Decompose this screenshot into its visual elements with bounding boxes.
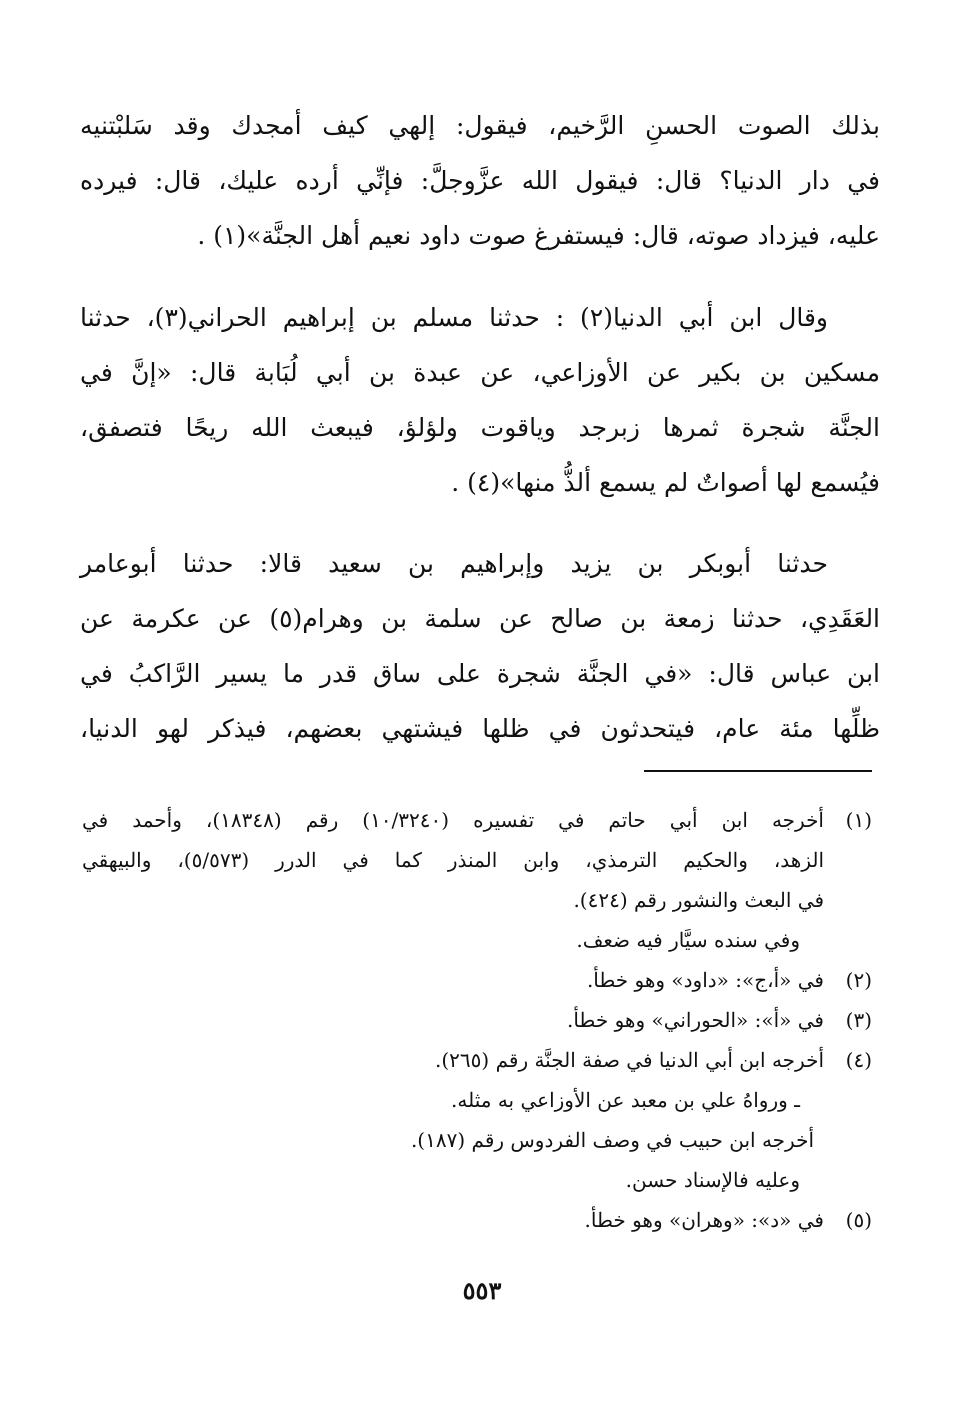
footnote-number: (٥): [845, 1208, 872, 1232]
footnote-line: في «أ،ج»: «داود» وهو خطأ.: [586, 968, 824, 992]
footnote-separator: [644, 770, 872, 772]
footnote-1: [82, 800, 872, 960]
text-line: بذلك الصوت الحسنِ الرَّخيم، فيقول: إلهي كيف أمجدك وقد سَلبْتنيه: [80, 111, 880, 140]
footnote-3: [82, 1000, 872, 1040]
footnote-line: وفي سنده سيَّار فيه ضعف.: [576, 928, 800, 952]
text-line: فيُسمع لها أصواتٌ لم يسمع ألذُّ منها»(٤) .: [451, 468, 880, 497]
footnote-line: ـ ورواهُ علي بن معبد عن الأوزاعي به مثله.: [451, 1088, 800, 1112]
text-line: العَقَدِي، حدثنا زمعة بن صالح عن سلمة بن وهرام(٥) عن عكرمة عن: [80, 604, 881, 633]
footnote-4: [82, 1040, 872, 1200]
footnote-line: أخرجه ابن أبي الدنيا في صفة الجنَّة رقم (٢٦٥).: [435, 1048, 824, 1072]
footnotes: [82, 800, 872, 1240]
text-line: وقال ابن أبي الدنيا(٢) : حدثنا مسلم بن إبراهيم الحراني(٣)، حدثنا: [80, 303, 828, 332]
footnote-line: أخرجه ابن حبيب في وصف الفردوس رقم (١٨٧).: [410, 1128, 814, 1152]
footnote-number: (٢): [845, 968, 872, 992]
footnote-number: (٤): [845, 1048, 872, 1072]
paragraph-3: [80, 536, 880, 756]
footnote-number: (١): [845, 808, 872, 832]
footnote-line: أخرجه ابن أبي حاتم في تفسيره (١٠/٣٢٤٠) رقم (١٨٣٤٨)، وأحمد في: [82, 808, 824, 832]
text-line: حدثنا أبوبكر بن يزيد وإبراهيم بن سعيد قالا: حدثنا أبوعامر: [80, 549, 828, 578]
page-number: ٥٥٣: [462, 1276, 502, 1305]
footnote-number: (٣): [845, 1008, 872, 1032]
text-line: ظلِّها مئة عام، فيتحدثون في ظلها فيشتهي بعضهم، فيذكر لهو الدنيا،: [80, 714, 880, 743]
footnote-5: [82, 1200, 872, 1240]
paragraph-2: [80, 290, 880, 510]
footnote-line: الزهد، والحكيم الترمذي، وابن المنذر كما في الدرر (٥/٥٧٣)، والبيهقي: [82, 848, 825, 872]
footnote-line: وعليه فالإسناد حسن.: [625, 1168, 800, 1192]
text-line: عليه، فيزداد صوته، قال: فيستفرغ صوت داود نعيم أهل الجنَّة»(١) .: [197, 221, 880, 250]
text-line: ابن عباس قال: «في الجنَّة شجرة على ساق قدر ما يسير الرَّاكبُ في: [80, 659, 880, 688]
text-line: في دار الدنيا؟ قال: فيقول الله عزَّوجلَّ: فإنِّي أرده عليك، قال: فيرده: [80, 166, 880, 195]
footnote-line: في «أ»: «الحوراني» وهو خطأ.: [566, 1008, 824, 1032]
text-line: الجنَّة شجرة ثمرها زبرجد وياقوت ولؤلؤ، فيبعث الله ريحًا فتصفق،: [80, 413, 880, 442]
footnote-line: في البعث والنشور رقم (٤٢٤).: [573, 888, 824, 912]
footnote-2: [82, 960, 872, 1000]
footnote-line: في «د»: «وهران» وهو خطأ.: [584, 1208, 824, 1232]
paragraph-1: [80, 98, 880, 263]
text-line: مسكين بن بكير عن الأوزاعي، عن عبدة بن أبي لُبَابة قال: «إنَّ في: [80, 358, 880, 387]
